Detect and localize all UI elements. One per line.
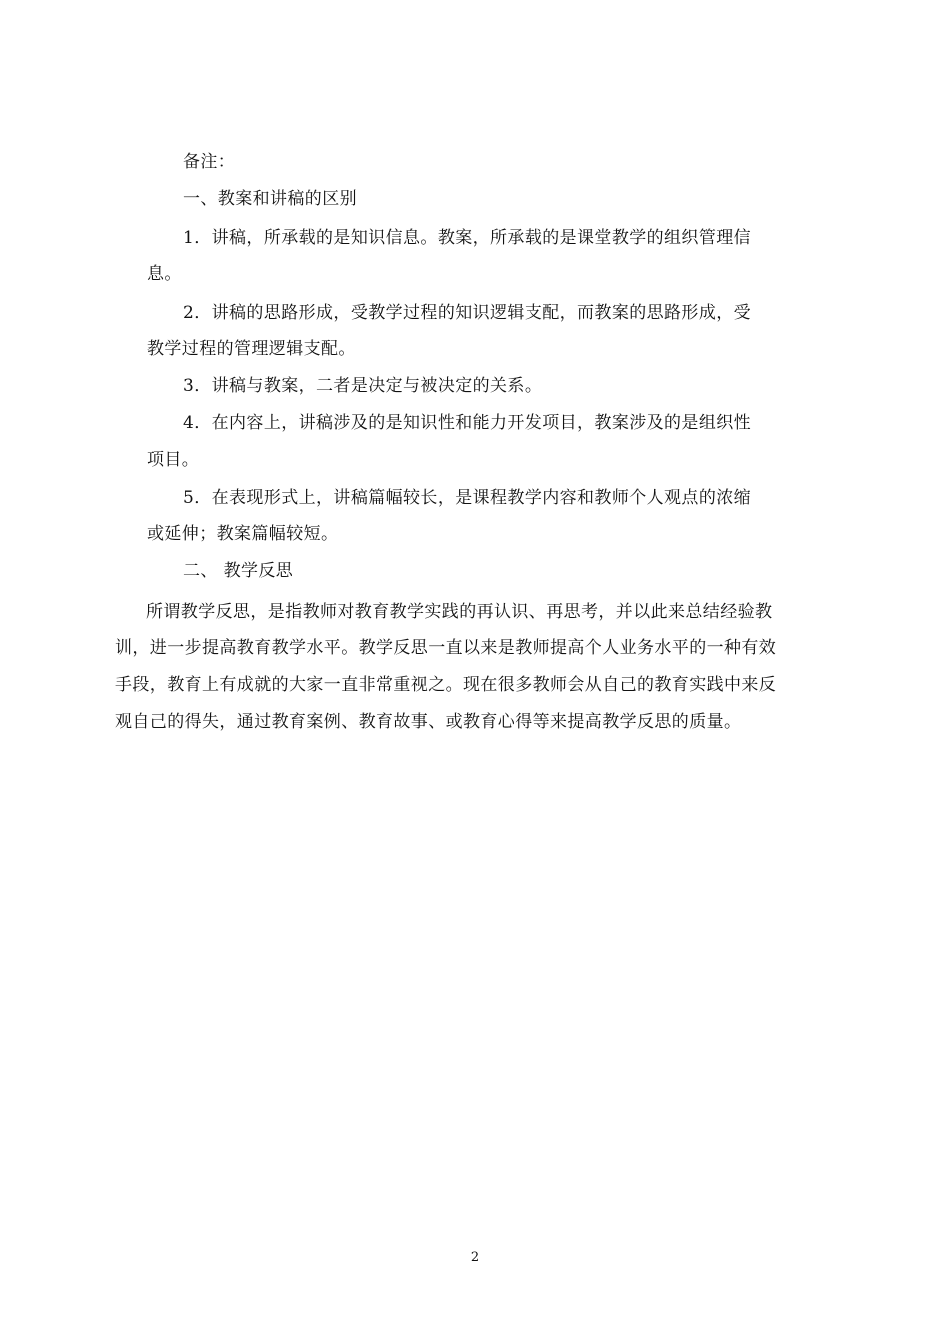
list-item-4-line-1: 4．在内容上，讲稿涉及的是知识性和能力开发项目，教案涉及的是组织性	[183, 413, 752, 433]
list-item-5-line-1: 5．在表现形式上，讲稿篇幅较长，是课程教学内容和教师个人观点的浓缩	[183, 488, 752, 508]
section-heading-lesson-plan-vs-lecture-notes: 一、教案和讲稿的区别	[183, 189, 357, 209]
paragraph-line-3: 手段，教育上有成就的大家一直非常重视之。现在很多教师会从自己的教育实践中来反	[115, 675, 777, 695]
list-item-2-line-2: 教学过程的管理逻辑支配。	[147, 339, 356, 359]
paragraph-line-1: 所谓教学反思，是指教师对教育教学实践的再认识、再思考，并以此来总结经验教	[146, 602, 773, 622]
list-item-1-line-2: 息。	[147, 264, 182, 284]
list-item-2-line-1: 2．讲稿的思路形成，受教学过程的知识逻辑支配，而教案的思路形成，受	[183, 303, 752, 323]
list-item-4-line-2: 项目。	[147, 450, 200, 470]
paragraph-line-2: 训，进一步提高教育教学水平。教学反思一直以来是教师提高个人业务水平的一种有效	[115, 638, 777, 658]
list-item-3-line-1: 3．讲稿与教案，二者是决定与被决定的关系。	[183, 376, 543, 396]
section-heading-teaching-reflection: 二、 教学反思	[183, 561, 294, 581]
list-item-1-line-1: 1．讲稿，所承载的是知识信息。教案，所承载的是课堂教学的组织管理信	[183, 228, 752, 248]
remark-label: 备注：	[183, 152, 236, 172]
paragraph-line-4: 观自己的得失，通过教育案例、教育故事、或教育心得等来提高教学反思的质量。	[115, 712, 742, 732]
page-number: 2	[470, 1250, 480, 1265]
list-item-5-line-2: 或延伸；教案篇幅较短。	[147, 524, 339, 544]
